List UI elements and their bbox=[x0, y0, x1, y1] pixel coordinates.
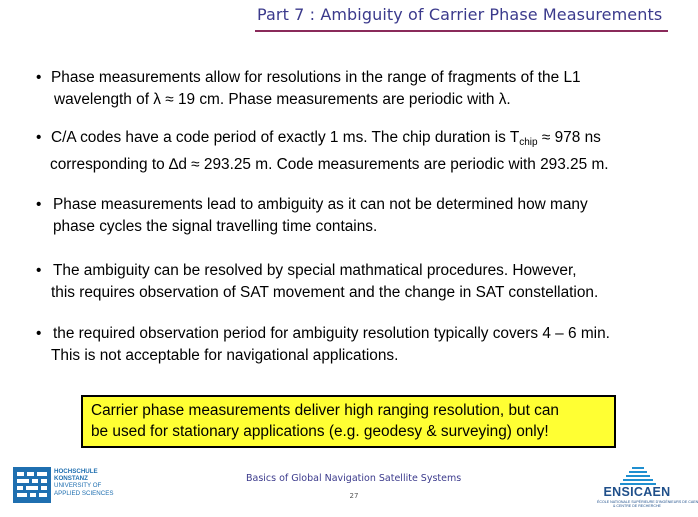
bullet-item bbox=[36, 127, 609, 176]
hochschule-konstanz-name bbox=[54, 468, 114, 497]
bullet-text-segment: ≈ 978 ns bbox=[537, 129, 601, 146]
bullet-text-line: This is not acceptable for navigational applications. bbox=[51, 347, 399, 364]
logo-text-line: & CENTRE DE RECHERCHE bbox=[613, 504, 661, 509]
ensicaen-logo bbox=[597, 466, 698, 512]
bullet-marker: • bbox=[36, 196, 42, 213]
bullet-text-line: corresponding to ∆d ≈ 293.25 m. Code measurements are periodic with 293.25 m. bbox=[50, 156, 609, 173]
highlight-callout-box bbox=[81, 395, 616, 448]
logo-text-line: UNIVERSITY OF bbox=[54, 482, 102, 490]
bullet-item bbox=[36, 323, 610, 367]
logo-text-line: KONSTANZ bbox=[54, 475, 88, 483]
bullet-text-line: this requires observation of SAT movement and the change in SAT constellation. bbox=[51, 284, 599, 301]
callout-text-line: be used for stationary applications (e.g. geodesy & surveying) only! bbox=[91, 423, 549, 440]
hochschule-konstanz-logo-icon bbox=[13, 467, 51, 503]
footer-course-title: Basics of Global Navigation Satellite Systems bbox=[246, 473, 462, 484]
ensicaen-subtitle bbox=[597, 500, 698, 509]
logo-text-line: APPLIED SCIENCES bbox=[54, 489, 114, 497]
chip-subscript: chip bbox=[519, 137, 538, 148]
hochschule-konstanz-logo bbox=[13, 467, 133, 507]
ensicaen-name: ENSICAEN bbox=[603, 485, 671, 499]
callout-text-line: Carrier phase measurements deliver high ranging resolution, but can bbox=[91, 402, 559, 419]
bullet-text-line: Phase measurements lead to ambiguity as it can not be determined how many bbox=[53, 196, 588, 213]
page-number: 27 bbox=[349, 492, 359, 500]
bullet-marker: • bbox=[36, 129, 42, 146]
bullet-text-line: The ambiguity can be resolved by special mathmatical procedures. However, bbox=[53, 262, 577, 279]
ensicaen-logo-icon bbox=[619, 466, 657, 486]
bullet-text-line: the required observation period for ambiguity resolution typically covers 4 – 6 min. bbox=[53, 325, 610, 342]
bullet-text-line: Phase measurements allow for resolutions in the range of fragments of the L1 bbox=[51, 69, 581, 86]
logo-text-line: ÉCOLE NATIONALE SUPÉRIEURE D'INGÉNIEURS DE CAEN bbox=[597, 500, 698, 504]
slide-title: Part 7 : Ambiguity of Carrier Phase Measurements bbox=[257, 5, 663, 24]
bullet-text-segment: wavelength of λ ≈ 19 cm. Phase measurements are periodic with λ. bbox=[54, 91, 511, 108]
bullet-item bbox=[36, 67, 581, 111]
bullet-marker: • bbox=[36, 69, 42, 86]
bullet-item bbox=[36, 194, 588, 238]
bullet-text-line bbox=[36, 127, 609, 154]
bullet-item bbox=[36, 260, 598, 304]
title-underline bbox=[255, 30, 668, 32]
logo-text-line: HOCHSCHULE bbox=[54, 468, 98, 475]
bullet-text-segment: C/A codes have a code period of exactly 1 ms. The chip duration is T bbox=[51, 129, 520, 146]
bullet-text-line bbox=[36, 89, 581, 111]
bullet-marker: • bbox=[36, 325, 42, 342]
bullet-marker: • bbox=[36, 262, 42, 279]
bullet-text-line: phase cycles the signal travelling time contains. bbox=[53, 218, 378, 235]
